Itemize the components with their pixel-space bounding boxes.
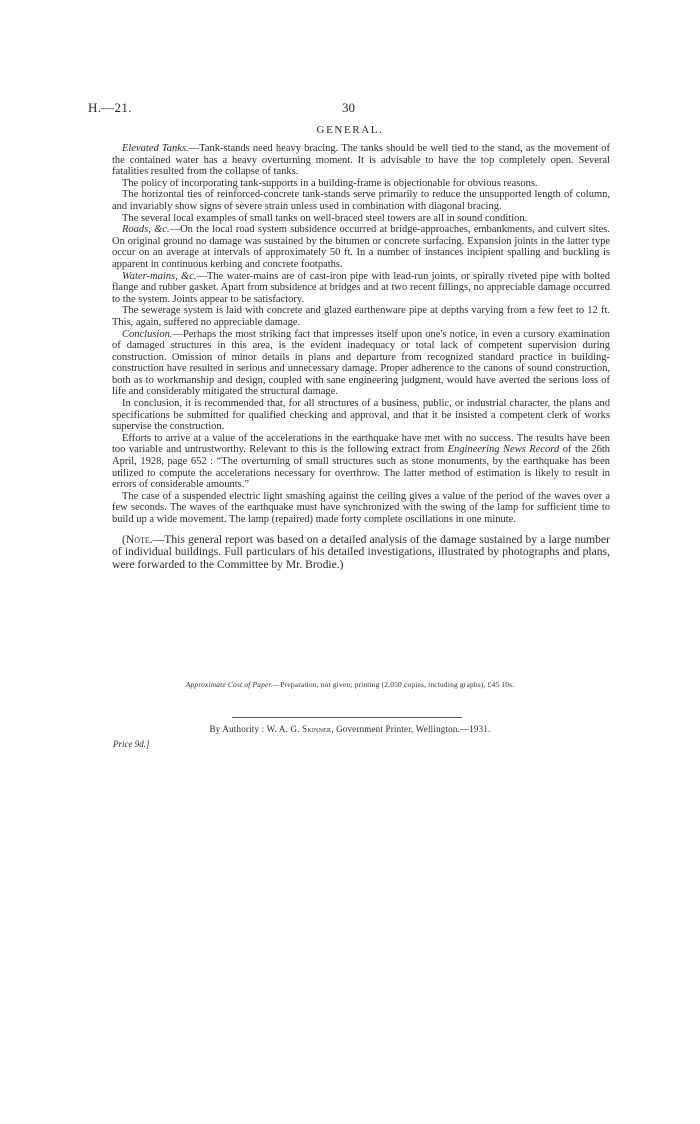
paragraph-tank-supports	[112, 178, 610, 190]
cost-of-paper	[0, 680, 700, 689]
paragraph-text: —On the local road system subsidence occurred at bridge-approaches, embankments, and culvert sites. On original ground no damage was sustained by the bitumen or concrete surfacing. Expansion joints in the latter type occur on an average at intervals of approximately 50 ft. In a number of instances incipient spalling and buckling is apparent in continuous kerbing and concrete footpaths.	[112, 224, 611, 270]
paragraph-water-mains	[112, 271, 610, 306]
paragraph-text: —Tank-stands need heavy bracing. The tanks should be well tied to the stand, as the movement of the contained water has a heavy overturning moment. It is advisable to have the top completely open. Several fatalities resulted from the collapse of tanks.	[112, 143, 610, 178]
paragraph-lead: Conclusion.	[122, 328, 173, 340]
paragraph-text: The policy of incorporating tank-supports in a building-frame is objectionable for obvious reasons.	[122, 177, 538, 189]
paragraph-text: The sewerage system is laid with concrete and glazed earthenware pipe at depths varying from a few feet to 12 ft. This, again, suffered no appreciable damage.	[112, 305, 610, 328]
note-label: Note.	[125, 532, 153, 546]
printer-name: Skinner	[302, 724, 332, 734]
cost-text: —Preparation, not given; printing (2,050 copies, including graphs), £45 10s.	[272, 680, 515, 689]
report-body	[112, 143, 610, 571]
authority-prefix: By Authority : W. A. G.	[209, 724, 303, 734]
editorial-note	[112, 534, 610, 572]
paragraph-lead: Elevated Tanks.	[122, 143, 189, 154]
paragraph-text: The several local examples of small tanks on well-braced steel towers are all in sound condition.	[122, 212, 528, 224]
authority-suffix: , Government Printer, Wellington.—1931.	[331, 724, 491, 734]
paragraph-conclusion	[112, 329, 610, 399]
paragraph-text: In conclusion, it is recommended that, for all structures of a business, public, or industrial character, the plans and specifications be submitted for qualified checking and approval, and that it be insisted a competent clerk of works supervise the construction.	[112, 398, 610, 433]
footer-divider	[232, 717, 462, 718]
paragraph-text: The horizontal ties of reinforced-concrete tank-stands serve primarily to reduce the unsupported length of column, and invariably show signs of severe strain unless used in combination with diagonal bracing.	[112, 189, 610, 212]
price: Price 9d.]	[113, 739, 150, 749]
paragraph-steel-towers	[112, 213, 610, 225]
paragraph-text: Efforts to arrive at a value of the accelerations in the earthquake have met with no success. The results have been too variable and untrustworthy. Relevant to this is the following extract from	[112, 432, 610, 456]
paragraph-lead: Water-mains, &c.	[122, 270, 197, 282]
paragraph-text: —The water-mains are of cast-iron pipe with lead-run joints, or spirally riveted pipe with bolted flange and rubber gasket. Apart from subsidence at bridges and at two recent fillings, no appreciable damage occurred to the system. Joints appear to be satisfactory.	[112, 270, 610, 305]
note-text: —This general report was based on a detailed analysis of the damage sustained by a large number of individual buildings. Full particulars of his detailed investigations, illustrated by photographs and plans, were forwarded to the Committee by Mr. Brodie.)	[112, 532, 610, 571]
paragraph-recommendation	[112, 398, 610, 433]
page-number: 30	[342, 100, 355, 115]
printer-authority	[0, 724, 700, 734]
paragraph-accelerations	[112, 433, 610, 491]
journal-title: Engineering News Record	[447, 444, 560, 456]
paragraph-electric-light	[112, 491, 610, 526]
note-open: (	[122, 532, 126, 546]
paragraph-elevated-tanks	[112, 143, 610, 178]
cost-label: Approximate Cost of Paper.	[185, 680, 273, 689]
paragraph-horizontal-ties	[112, 189, 610, 212]
document-reference: H.—21.	[88, 100, 132, 115]
journal-extract: of the 26th April, 1928, page 652 : “The overturning of small structures such as stone monuments, by the earthquake has been utilized to compute the accelerations necessary for overthrow. The latter method of estimation is likely to result in errors of considerable amounts.”	[112, 444, 610, 491]
section-title: GENERAL.	[316, 124, 384, 136]
paragraph-text: —Perhaps the most striking fact that impresses itself upon one's notice, in even a cursory examination of damaged structures in this area, is the evident inadequacy or total lack of competent supervision during construction. Omission of minor details in plans and departure from recognized standard practice in building-construction have resulted in serious and unnecessary damage. Proper adherence to the canons of sound construction, both as to workmanship and design, coupled with sane engineering judgment, would have averted the serious loss of life and considerably mitigated the structural damage.	[112, 328, 610, 398]
paragraph-text: The case of a suspended electric light smashing against the ceiling gives a value of the period of the waves over a few seconds. The waves of the earthquake must have synchronized with the swing of the lamp for sufficient time to build up a wide movement. The lamp (repaired) made forty complete oscillations in one minute.	[112, 490, 610, 525]
paragraph-sewerage	[112, 305, 610, 328]
paragraph-roads	[112, 224, 610, 270]
paragraph-lead: Roads, &c.	[122, 224, 170, 236]
